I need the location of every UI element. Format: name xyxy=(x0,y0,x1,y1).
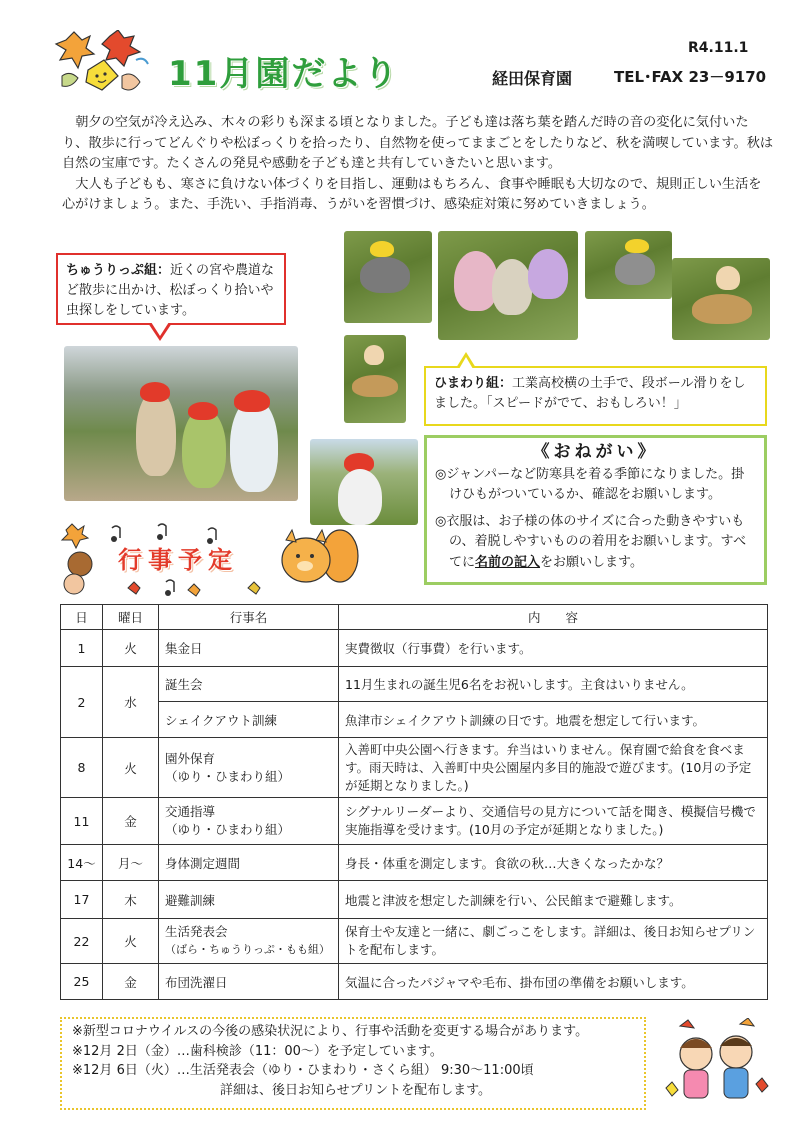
request-item-2-a: ◎衣服は、お子様の体のサイズに合った動きやすいもの、着脱しやすいものの着用をお願いします。すべてに xyxy=(435,513,747,570)
table-row xyxy=(61,798,768,845)
row-day: 1 xyxy=(61,630,103,667)
table-row xyxy=(61,702,768,738)
photo-boy-waving xyxy=(310,439,418,525)
request-item-1: ◎ジャンパーなど防寒具を着る季節になりました。掛けひもがついているか、確認をお願いします。 xyxy=(435,466,745,502)
callout-tail-inner xyxy=(151,322,169,336)
row-day: 14～ xyxy=(61,845,103,881)
row-content: 11月生まれの誕生児6名をお祝いします。主食はいりません。 xyxy=(339,667,768,702)
event-title: 園外保育 xyxy=(165,750,216,766)
row-content: 保育士や友達と一緒に、劇ごっこをします。詳細は、後日お知らせプリントを配布します。 xyxy=(339,919,768,964)
events-heading: 行事予定 xyxy=(118,546,238,574)
table-row xyxy=(61,881,768,919)
row-day: 22 xyxy=(61,919,103,964)
row-day: 2 xyxy=(61,667,103,738)
row-event-name: 布団洗濯日 xyxy=(159,964,339,1000)
event-group: （ゆり・ひまわり組） xyxy=(165,822,291,837)
row-content: 魚津市シェイクアウト訓練の日です。地震を想定して行います。 xyxy=(339,702,768,738)
row-event-name xyxy=(159,919,339,964)
callout-himawari xyxy=(424,366,767,426)
intro-paragraph-2: 大人も子どもも、寒さに負けない体づくりを目指し、運動はもちろん、食事や睡眠も大切なので、規則正しい生活を心がけましょう。また、手洗い、手指消毒、うがいを習慣づけ、感染症対策に努めていきましょう。 xyxy=(62,176,762,212)
intro-paragraph-1: 朝夕の空気が冷え込み、木々の彩りも深まる頃となりました。子ども達は落ち葉を踏んだ時の音の変化に気付いたり、散歩に行ってどんぐりや松ぼっくりを拾ったり、自然物を使ってままごとをしたりなど、秋を満喫しています。秋は自然の宝庫です。たくさんの発見や感動を子ども達と共有していきたいと思います。 xyxy=(62,115,774,171)
row-content: 入善町中央公園へ行きます。弁当はいりません。保育園で給食を食べます。雨天時は、入善町中央公園屋内多目的施設で遊びます。(10月の予定が延期となりました。) xyxy=(339,738,768,798)
header-event-name: 行事名 xyxy=(159,605,339,630)
note-line-3: ※12月 6日（火）…生活発表会（ゆり・ひまわり・さくら組） 9:30～11:00頃 xyxy=(72,1063,534,1078)
table-row xyxy=(61,964,768,1000)
row-event-name: 避難訓練 xyxy=(159,881,339,919)
events-table xyxy=(60,604,768,1000)
row-weekday: 水 xyxy=(103,667,159,738)
row-event-name: シェイクアウト訓練 xyxy=(159,702,339,738)
row-content: 実費徴収（行事費）を行います。 xyxy=(339,630,768,667)
row-day: 11 xyxy=(61,798,103,845)
intro-text xyxy=(62,113,774,216)
row-weekday: 月～ xyxy=(103,845,159,881)
callout-churippu-label: ちゅうりっぷ組： xyxy=(66,263,171,278)
row-content: 気温に合ったパジャマや毛布、掛布団の準備をお願いします。 xyxy=(339,964,768,1000)
row-content: 身長・体重を測定します。食欲の秋…大きくなったかな？ xyxy=(339,845,768,881)
school-name: 経田保育園 xyxy=(492,69,573,88)
photo-himawari-2 xyxy=(438,231,578,340)
photo-himawari-1 xyxy=(344,231,432,323)
event-group: （ゆり・ひまわり組） xyxy=(165,768,291,784)
row-event-name: 身体測定週間 xyxy=(159,845,339,881)
callout-churippu-text: 近くの宮や農道など散歩に出かけ、松ぼっくり拾いや虫探しをしています。 xyxy=(66,263,275,318)
note-line-4: 詳細は、後日お知らせプリントを配布します。 xyxy=(220,1082,492,1098)
issue-date: R4.11.1 xyxy=(688,40,749,56)
callout-tail-inner xyxy=(459,357,473,369)
callout-himawari-text: 工業高校横の土手で、段ボール滑りをしました。「スピードがでて、おもしろい！」 xyxy=(434,376,746,411)
row-event-name xyxy=(159,798,339,845)
event-group: （ばら・ちゅうりっぷ・もも組） xyxy=(165,943,330,956)
table-row xyxy=(61,630,768,667)
table-row xyxy=(61,738,768,798)
row-weekday: 火 xyxy=(103,738,159,798)
children-illustration xyxy=(660,1018,770,1108)
row-weekday: 金 xyxy=(103,964,159,1000)
table-row xyxy=(61,919,768,964)
callout-churippu xyxy=(56,253,286,325)
tel-fax: TEL･FAX 23－9170 xyxy=(614,68,767,86)
photo-himawari-4 xyxy=(672,258,770,340)
header-day: 日 xyxy=(61,605,103,630)
request-item-2 xyxy=(435,512,756,574)
row-weekday: 火 xyxy=(103,919,159,964)
request-item-2-c: をお願いします。 xyxy=(540,554,643,570)
notes-box xyxy=(60,1017,646,1110)
row-day: 8 xyxy=(61,738,103,798)
row-day: 17 xyxy=(61,881,103,919)
callout-himawari-label: ひまわり組： xyxy=(434,376,513,391)
photo-churippu-walk xyxy=(64,346,298,501)
table-header-row xyxy=(61,605,768,630)
event-title: 交通指導 xyxy=(165,804,216,819)
note-line-1: ※新型コロナウイルスの今後の感染状況により、行事や活動を変更する場合があります。 xyxy=(72,1024,589,1039)
page-title: 11月園だより xyxy=(168,54,400,94)
row-weekday: 火 xyxy=(103,630,159,667)
table-row xyxy=(61,667,768,702)
note-line-2: ※12月 2日（金）…歯科検診（11：00～）を予定しています。 xyxy=(72,1043,443,1059)
row-weekday: 木 xyxy=(103,881,159,919)
autumn-leaves-logo xyxy=(52,30,152,100)
row-content: シグナルリーダーより、交通信号の見方について話を聞き、模擬信号機で実施指導を受けます。(10月の予定が延期となりました。) xyxy=(339,798,768,845)
row-content: 地震と津波を想定した訓練を行い、公民館まで避難します。 xyxy=(339,881,768,919)
row-event-name: 誕生会 xyxy=(159,667,339,702)
photo-himawari-5 xyxy=(344,335,406,423)
squirrel-icon xyxy=(272,526,360,592)
event-title: 生活発表会 xyxy=(165,924,228,939)
header-weekday: 曜日 xyxy=(103,605,159,630)
request-box xyxy=(424,435,767,585)
row-event-name: 集金日 xyxy=(159,630,339,667)
photo-himawari-3 xyxy=(585,231,672,299)
request-item-2-emphasis: 名前の記入 xyxy=(475,554,541,570)
row-weekday: 金 xyxy=(103,798,159,845)
table-row xyxy=(61,845,768,881)
header-content: 内 容 xyxy=(339,605,768,630)
row-event-name xyxy=(159,738,339,798)
request-title: 《おねがい》 xyxy=(532,442,659,462)
row-day: 25 xyxy=(61,964,103,1000)
